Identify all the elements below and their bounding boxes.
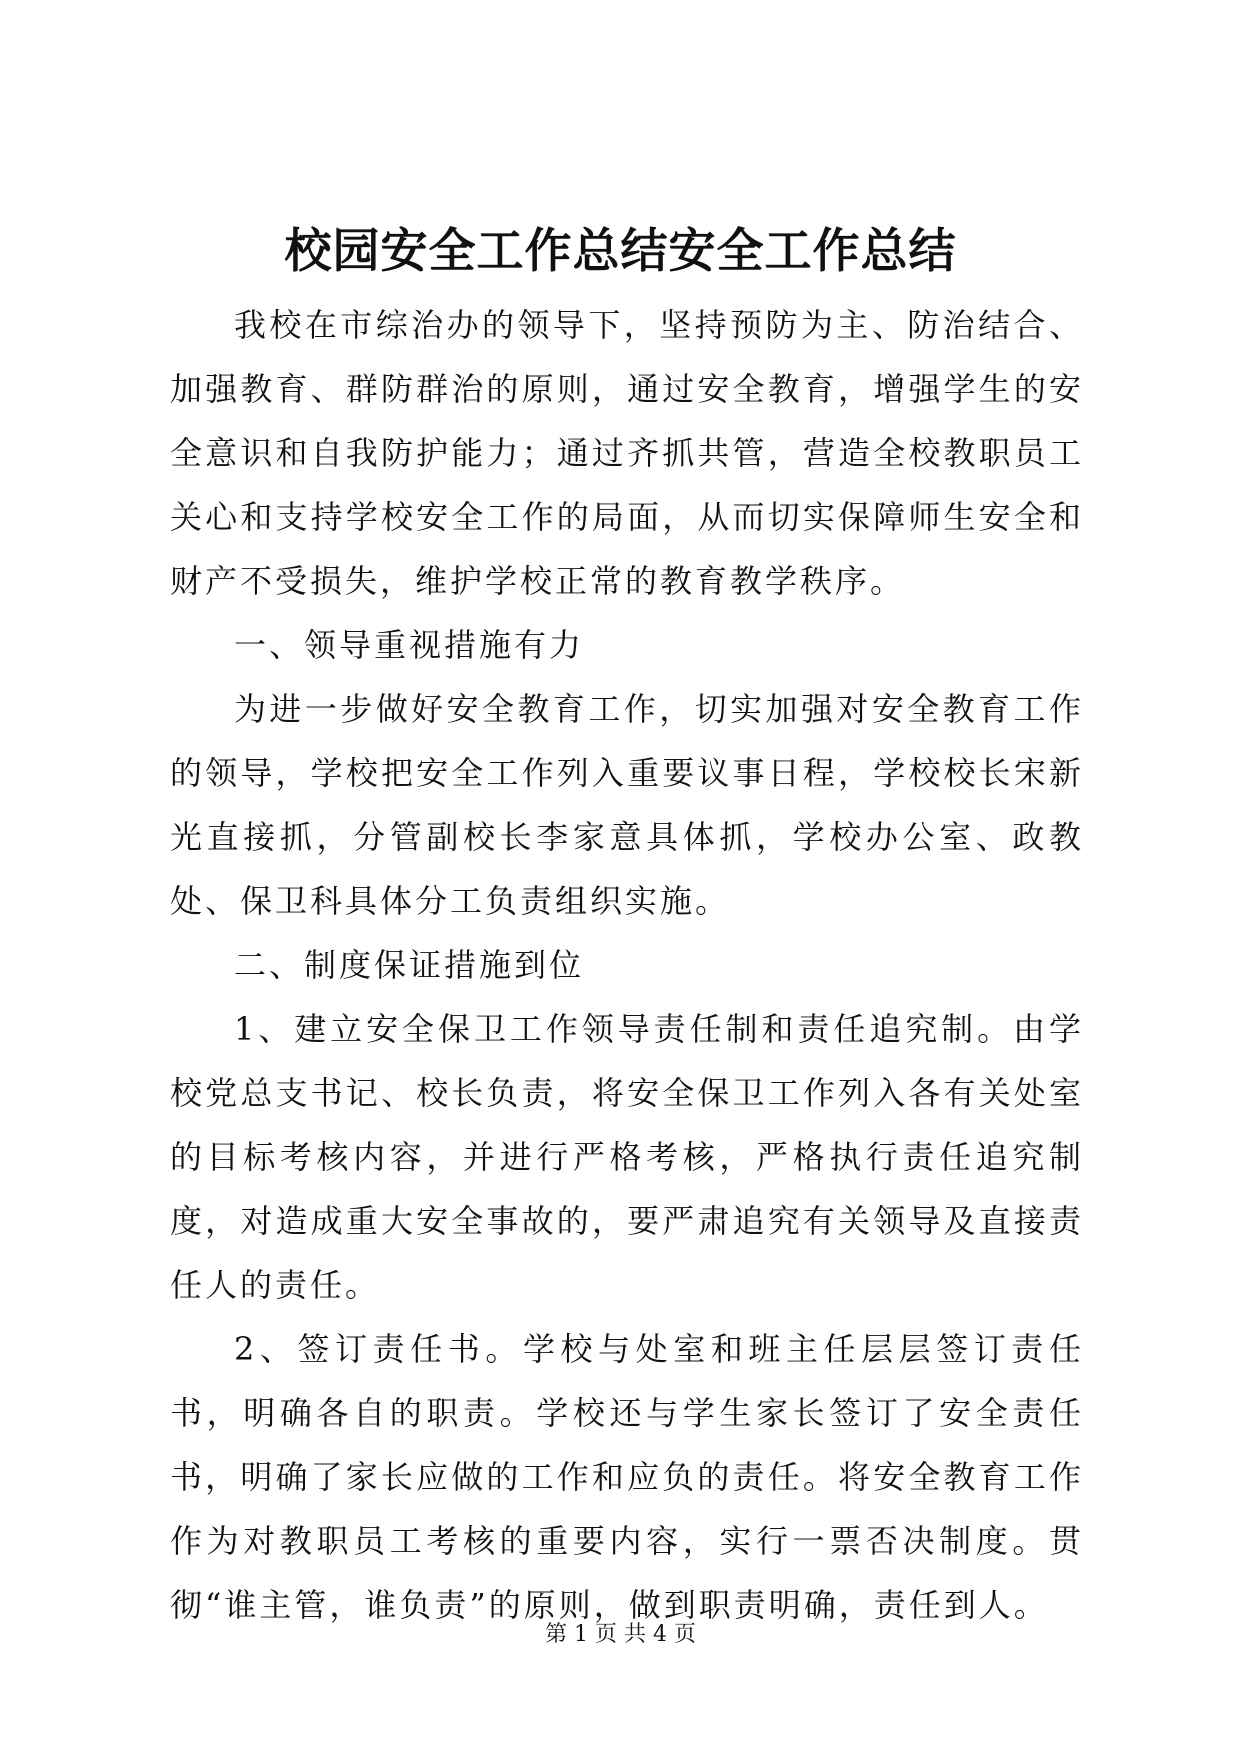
- page-number-footer: 第 1 页 共 4 页: [545, 1622, 696, 1647]
- paragraph-responsibility-system: 1、建立安全保卫工作领导责任制和责任追究制。由学校党总支书记、校长负责，将安全保卫工作列入各有关处室的目标考核内容，并进行严格考核，严格执行责任追究制度，对造成重大安全事故的，要严肃追究有关领导及直接责任人的责任。: [170, 1010, 1084, 1304]
- document-title: 校园安全工作总结安全工作总结: [284, 224, 957, 279]
- paragraph-intro: 我校在市综治办的领导下，坚持预防为主、防治结合、加强教育、群防群治的原则，通过安全教育，增强学生的安全意识和自我防护能力；通过齐抓共管，营造全校教职员工关心和支持学校安全工作的局面，从而切实保障师生安全和财产不受损失，维护学校正常的教育教学秩序。: [170, 306, 1084, 600]
- section-heading-1: 一、领导重视措施有力: [234, 626, 585, 664]
- section-heading-2: 二、制度保证措施到位: [234, 946, 585, 984]
- paragraph-responsibility-agreement: 2、签订责任书。学校与处室和班主任层层签订责任书，明确各自的职责。学校还与学生家长签订了安全责任书，明确了家长应做的工作和应负的责任。将安全教育工作作为对教职员工考核的重要内容，实行一票否决制度。贯彻“谁主管，谁负责”的原则，做到职责明确，责任到人。: [170, 1330, 1084, 1624]
- paragraph-leadership: 为进一步做好安全教育工作，切实加强对安全教育工作的领导，学校把安全工作列入重要议事日程，学校校长宋新光直接抓，分管副校长李家意具体抓，学校办公室、政教处、保卫科具体分工负责组织实施。: [170, 690, 1084, 920]
- document-body: [170, 293, 1084, 1637]
